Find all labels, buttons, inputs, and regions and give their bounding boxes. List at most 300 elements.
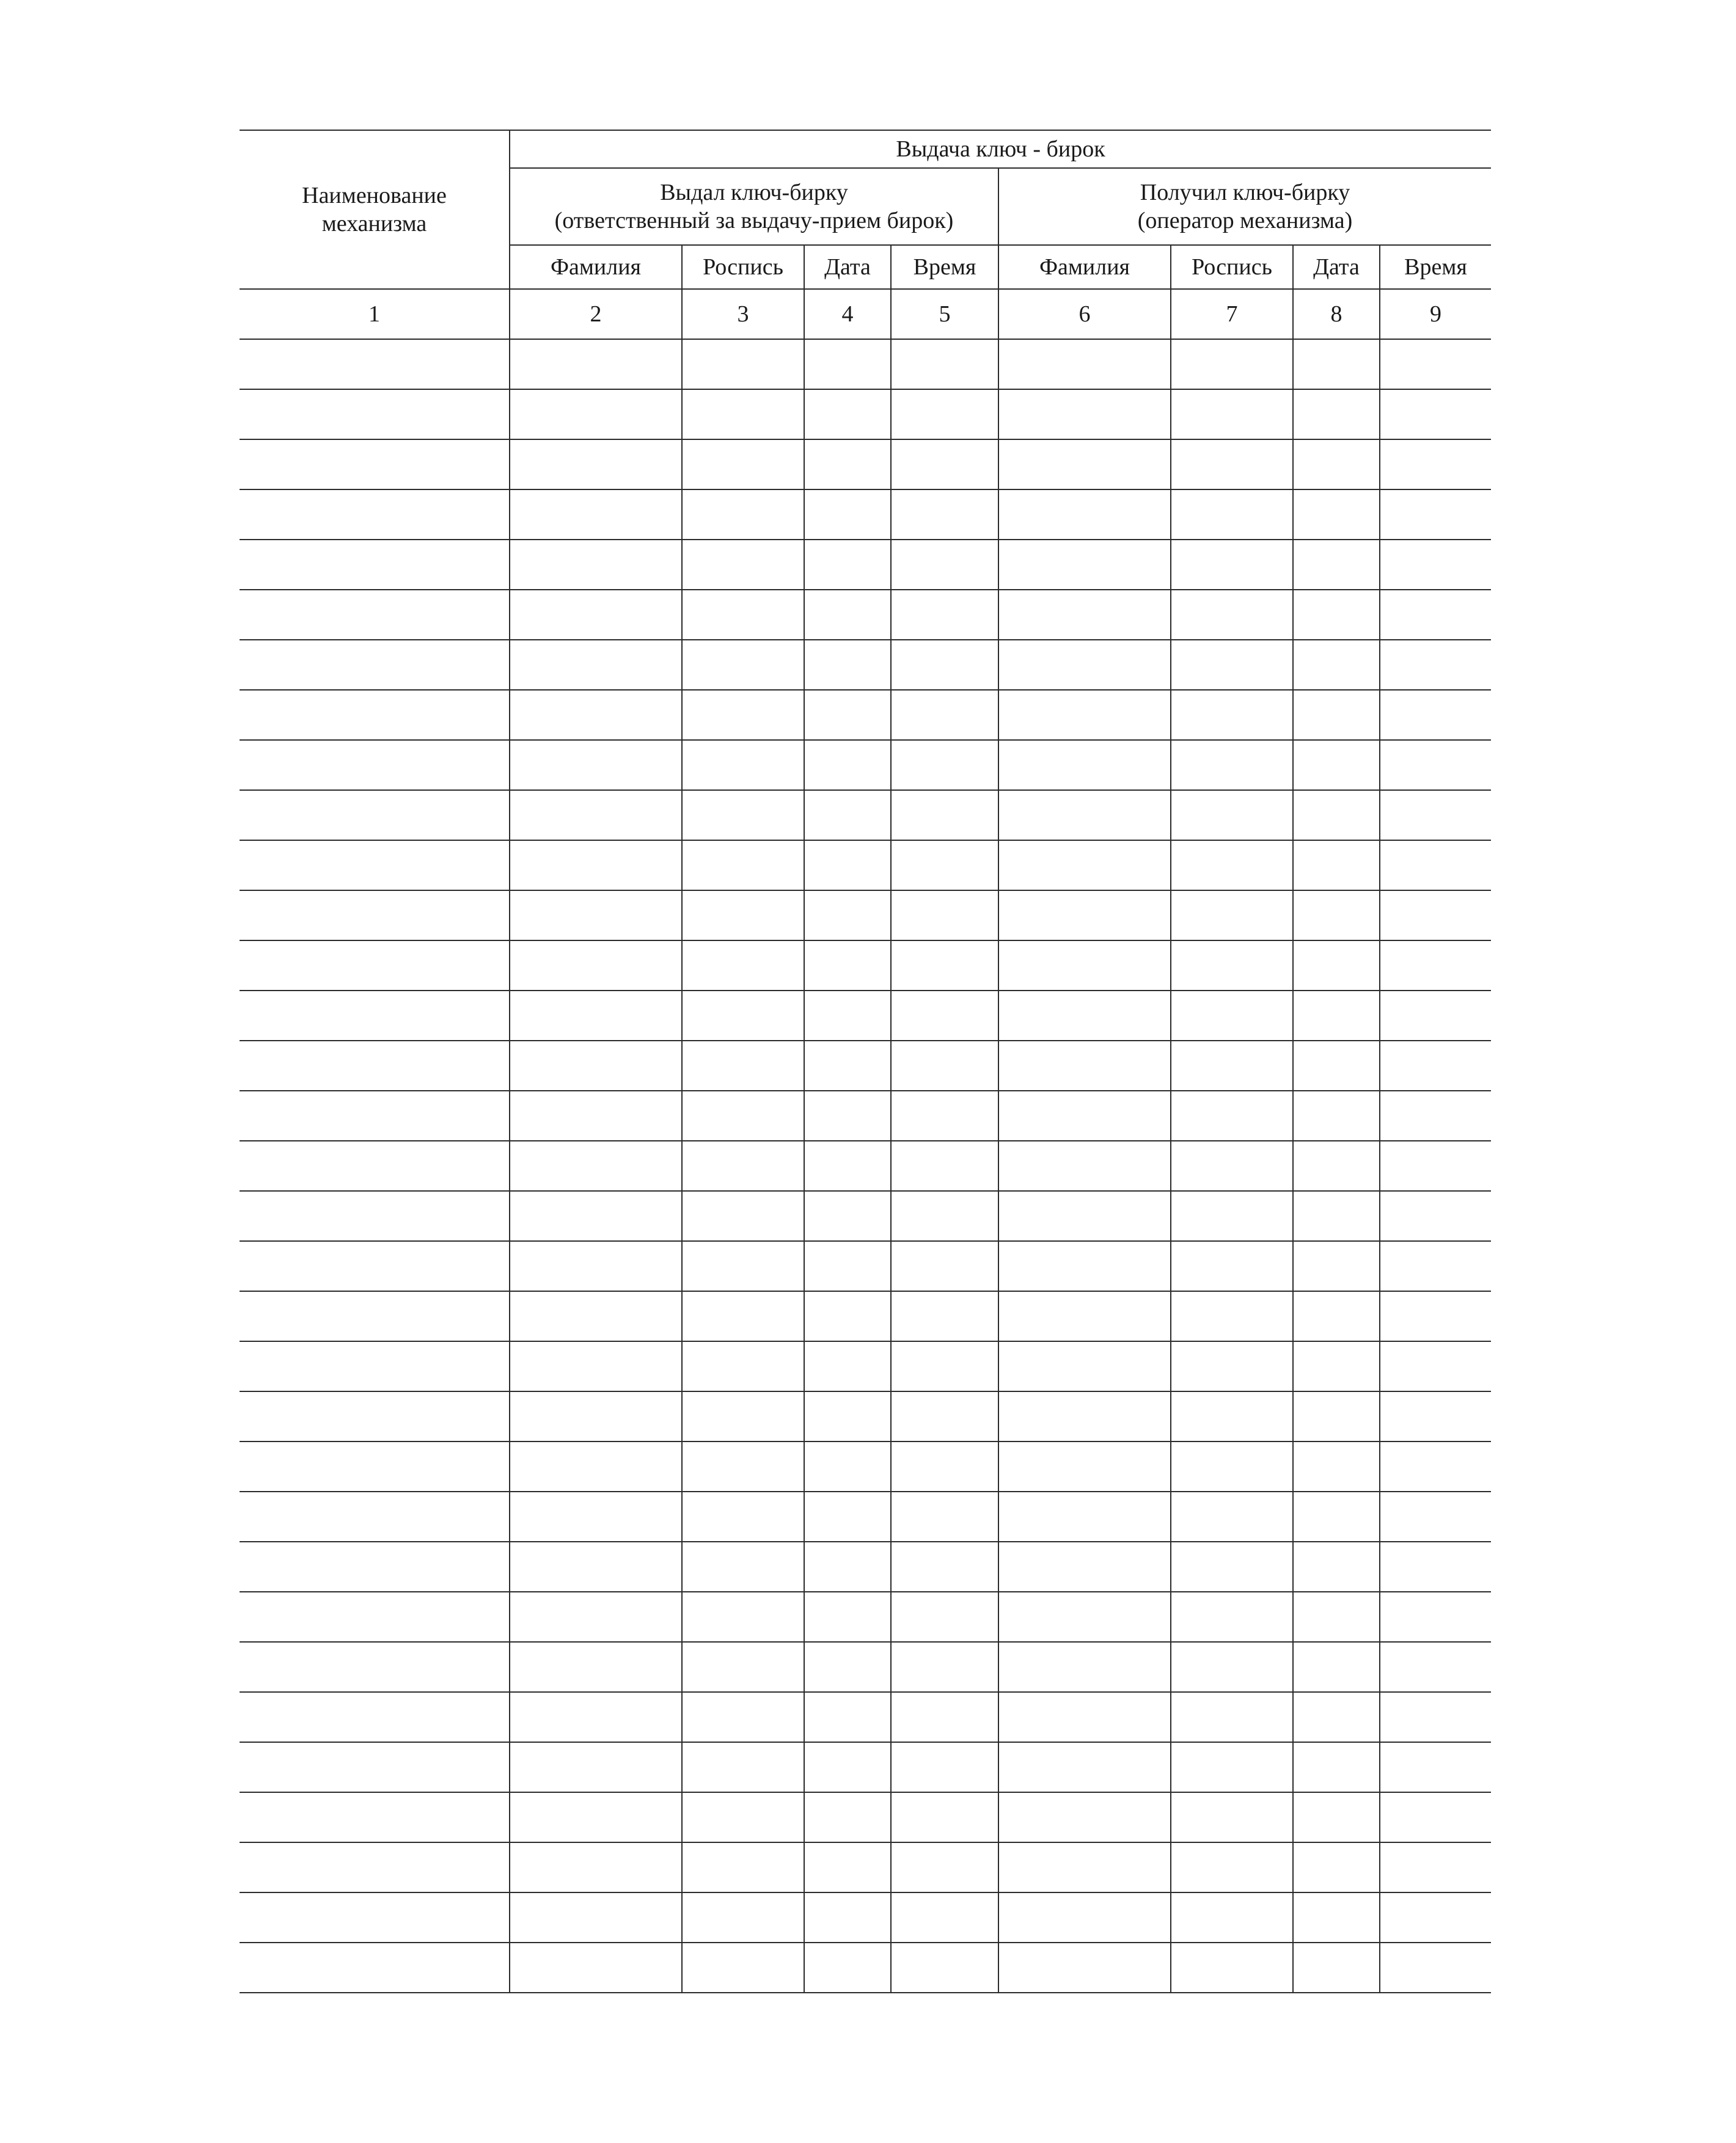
table-cell[interactable]: [1293, 1141, 1380, 1191]
table-cell[interactable]: [804, 1091, 891, 1141]
table-cell[interactable]: [891, 1842, 998, 1892]
table-cell[interactable]: [804, 439, 891, 489]
table-cell[interactable]: [682, 1692, 804, 1742]
table-cell[interactable]: [998, 439, 1171, 489]
table-cell[interactable]: [891, 890, 998, 940]
table-cell[interactable]: [998, 1241, 1171, 1291]
table-cell[interactable]: [510, 1091, 682, 1141]
table-cell[interactable]: [1293, 389, 1380, 439]
table-cell[interactable]: [998, 1441, 1171, 1492]
table-cell[interactable]: [510, 1291, 682, 1341]
table-cell[interactable]: [1171, 1842, 1293, 1892]
table-cell[interactable]: [804, 790, 891, 840]
subheader-surname: Фамилия: [510, 245, 682, 289]
table-cell[interactable]: [1293, 1792, 1380, 1842]
table-cell[interactable]: [1171, 1191, 1293, 1241]
table-cell[interactable]: [1171, 1141, 1293, 1191]
table-cell[interactable]: [510, 1341, 682, 1391]
table-cell[interactable]: [682, 1542, 804, 1592]
table-cell[interactable]: [1380, 1091, 1491, 1141]
table-cell[interactable]: [240, 1892, 510, 1943]
table-cell[interactable]: [682, 1441, 804, 1492]
table-cell[interactable]: [804, 690, 891, 740]
table-cell[interactable]: [510, 740, 682, 790]
table-cell[interactable]: [1380, 1441, 1491, 1492]
table-cell[interactable]: [998, 1842, 1171, 1892]
table-cell[interactable]: [240, 1391, 510, 1441]
table-cell[interactable]: [1171, 991, 1293, 1041]
table-cell[interactable]: [1171, 1692, 1293, 1742]
table-cell[interactable]: [1293, 1241, 1380, 1291]
table-cell[interactable]: [240, 1341, 510, 1391]
table-cell[interactable]: [998, 590, 1171, 640]
table-cell[interactable]: [1171, 590, 1293, 640]
table-cell[interactable]: [998, 690, 1171, 740]
table-cell[interactable]: [804, 489, 891, 540]
table-cell[interactable]: [804, 1892, 891, 1943]
table-cell[interactable]: [682, 690, 804, 740]
table-cell[interactable]: [240, 1692, 510, 1742]
table-cell[interactable]: [1171, 1542, 1293, 1592]
table-cell[interactable]: [240, 1792, 510, 1842]
table-cell[interactable]: [682, 1943, 804, 1993]
table-cell[interactable]: [1293, 1892, 1380, 1943]
table-cell[interactable]: [1293, 489, 1380, 540]
table-cell[interactable]: [682, 1892, 804, 1943]
table-cell[interactable]: [1293, 991, 1380, 1041]
table-cell[interactable]: [891, 1792, 998, 1842]
table-cell[interactable]: [1171, 940, 1293, 991]
table-cell[interactable]: [682, 1291, 804, 1341]
table-cell[interactable]: [240, 1291, 510, 1341]
table-cell[interactable]: [682, 940, 804, 991]
table-cell[interactable]: [804, 590, 891, 640]
table-cell[interactable]: [240, 790, 510, 840]
table-cell[interactable]: [240, 640, 510, 690]
table-cell[interactable]: [891, 1592, 998, 1642]
table-cell[interactable]: [1293, 1842, 1380, 1892]
table-cell[interactable]: [804, 1041, 891, 1091]
table-cell[interactable]: [510, 890, 682, 940]
table-cell[interactable]: [804, 540, 891, 590]
table-cell[interactable]: [510, 590, 682, 640]
table-cell[interactable]: [240, 1592, 510, 1642]
table-cell[interactable]: [891, 1291, 998, 1341]
table-cell[interactable]: [891, 991, 998, 1041]
table-cell[interactable]: [1293, 540, 1380, 590]
table-cell[interactable]: [998, 1391, 1171, 1441]
table-cell[interactable]: [510, 1191, 682, 1241]
table-cell[interactable]: [804, 1542, 891, 1592]
table-cell[interactable]: [804, 389, 891, 439]
table-cell[interactable]: [510, 1842, 682, 1892]
table-cell[interactable]: [1380, 339, 1491, 389]
table-cell[interactable]: [891, 1742, 998, 1792]
table-cell[interactable]: [510, 389, 682, 439]
table-cell[interactable]: [891, 1091, 998, 1141]
table-cell[interactable]: [240, 1041, 510, 1091]
table-cell[interactable]: [998, 1492, 1171, 1542]
table-cell[interactable]: [682, 1191, 804, 1241]
table-cell[interactable]: [998, 1091, 1171, 1141]
table-cell[interactable]: [998, 1341, 1171, 1391]
table-cell[interactable]: [1380, 1692, 1491, 1742]
table-cell[interactable]: [240, 840, 510, 890]
table-cell[interactable]: [510, 1943, 682, 1993]
table-cell[interactable]: [240, 991, 510, 1041]
table-cell[interactable]: [1380, 1191, 1491, 1241]
table-cell[interactable]: [682, 1742, 804, 1792]
table-cell[interactable]: [1293, 1391, 1380, 1441]
table-cell[interactable]: [240, 940, 510, 991]
table-cell[interactable]: [1171, 1642, 1293, 1692]
table-cell[interactable]: [1380, 1642, 1491, 1692]
table-cell[interactable]: [804, 1492, 891, 1542]
table-cell[interactable]: [510, 1391, 682, 1441]
table-cell[interactable]: [510, 690, 682, 740]
table-cell[interactable]: [998, 1592, 1171, 1642]
table-cell[interactable]: [510, 1542, 682, 1592]
table-cell[interactable]: [1380, 840, 1491, 890]
table-cell[interactable]: [998, 540, 1171, 590]
table-cell[interactable]: [1293, 1692, 1380, 1742]
table-cell[interactable]: [682, 489, 804, 540]
table-cell[interactable]: [1380, 1842, 1491, 1892]
table-cell[interactable]: [682, 1842, 804, 1892]
table-cell[interactable]: [240, 740, 510, 790]
table-cell[interactable]: [1293, 740, 1380, 790]
table-cell[interactable]: [1293, 1492, 1380, 1542]
table-cell[interactable]: [682, 590, 804, 640]
table-cell[interactable]: [891, 1892, 998, 1943]
table-cell[interactable]: [682, 1141, 804, 1191]
table-cell[interactable]: [1293, 439, 1380, 489]
table-cell[interactable]: [1293, 590, 1380, 640]
table-cell[interactable]: [1380, 940, 1491, 991]
table-cell[interactable]: [510, 840, 682, 890]
table-cell[interactable]: [804, 940, 891, 991]
table-cell[interactable]: [1380, 1792, 1491, 1842]
table-cell[interactable]: [510, 1492, 682, 1542]
table-cell[interactable]: [1380, 991, 1491, 1041]
table-cell[interactable]: [998, 389, 1171, 439]
table-cell[interactable]: [1171, 1041, 1293, 1091]
table-cell[interactable]: [804, 1692, 891, 1742]
table-cell[interactable]: [804, 840, 891, 890]
table-cell[interactable]: [998, 1542, 1171, 1592]
table-cell[interactable]: [682, 1341, 804, 1391]
table-cell[interactable]: [891, 1642, 998, 1692]
table-cell[interactable]: [804, 740, 891, 790]
table-cell[interactable]: [891, 790, 998, 840]
table-cell[interactable]: [240, 1943, 510, 1993]
table-cell[interactable]: [1293, 1592, 1380, 1642]
table-cell[interactable]: [1380, 1341, 1491, 1391]
table-cell[interactable]: [998, 339, 1171, 389]
table-cell[interactable]: [998, 790, 1171, 840]
table-cell[interactable]: [682, 1592, 804, 1642]
table-cell[interactable]: [1171, 1291, 1293, 1341]
table-cell[interactable]: [1380, 1291, 1491, 1341]
table-cell[interactable]: [510, 940, 682, 991]
table-cell[interactable]: [1380, 1391, 1491, 1441]
table-cell[interactable]: [682, 840, 804, 890]
table-cell[interactable]: [1171, 640, 1293, 690]
table-cell[interactable]: [804, 1642, 891, 1692]
table-cell[interactable]: [240, 1241, 510, 1291]
table-cell[interactable]: [998, 1191, 1171, 1241]
table-cell[interactable]: [891, 1341, 998, 1391]
table-cell[interactable]: [1380, 1041, 1491, 1091]
table-cell[interactable]: [1293, 1542, 1380, 1592]
table-cell[interactable]: [510, 1792, 682, 1842]
table-cell[interactable]: [510, 1592, 682, 1642]
table-cell[interactable]: [998, 1692, 1171, 1742]
table-cell[interactable]: [510, 790, 682, 840]
table-cell[interactable]: [1380, 690, 1491, 740]
table-cell[interactable]: [510, 1141, 682, 1191]
table-cell[interactable]: [1380, 790, 1491, 840]
table-cell[interactable]: [510, 1692, 682, 1742]
table-cell[interactable]: [240, 1742, 510, 1792]
table-cell[interactable]: [510, 339, 682, 389]
table-cell[interactable]: [1293, 940, 1380, 991]
table-cell[interactable]: [1171, 690, 1293, 740]
table-cell[interactable]: [240, 439, 510, 489]
table-cell[interactable]: [804, 1341, 891, 1391]
table-cell[interactable]: [1171, 1492, 1293, 1542]
table-cell[interactable]: [891, 1943, 998, 1993]
table-cell[interactable]: [240, 1642, 510, 1692]
table-cell[interactable]: [1171, 1091, 1293, 1141]
table-cell[interactable]: [682, 1241, 804, 1291]
table-cell[interactable]: [510, 489, 682, 540]
table-cell[interactable]: [891, 840, 998, 890]
table-cell[interactable]: [240, 1441, 510, 1492]
table-cell[interactable]: [998, 1141, 1171, 1191]
table-cell[interactable]: [1293, 1191, 1380, 1241]
table-cell[interactable]: [891, 1241, 998, 1291]
table-cell[interactable]: [804, 1241, 891, 1291]
table-cell[interactable]: [891, 1441, 998, 1492]
table-cell[interactable]: [682, 1792, 804, 1842]
table-cell[interactable]: [891, 389, 998, 439]
table-cell[interactable]: [998, 840, 1171, 890]
table-cell[interactable]: [240, 1191, 510, 1241]
table-cell[interactable]: [1171, 389, 1293, 439]
table-cell[interactable]: [998, 1642, 1171, 1692]
table-cell[interactable]: [682, 540, 804, 590]
table-cell[interactable]: [1171, 1792, 1293, 1842]
table-cell[interactable]: [891, 590, 998, 640]
table-cell[interactable]: [891, 439, 998, 489]
table-cell[interactable]: [1171, 840, 1293, 890]
table-cell[interactable]: [891, 740, 998, 790]
table-cell[interactable]: [682, 1091, 804, 1141]
table-cell[interactable]: [1293, 1091, 1380, 1141]
table-cell[interactable]: [510, 439, 682, 489]
table-cell[interactable]: [998, 1742, 1171, 1792]
table-cell[interactable]: [1380, 590, 1491, 640]
subheader-surname: Фамилия: [998, 245, 1171, 289]
table-cell[interactable]: [1171, 1391, 1293, 1441]
table-cell[interactable]: [510, 1742, 682, 1792]
table-cell[interactable]: [891, 1191, 998, 1241]
table-cell[interactable]: [240, 590, 510, 640]
table-cell[interactable]: [1380, 1892, 1491, 1943]
table-cell[interactable]: [240, 690, 510, 740]
table-cell[interactable]: [1171, 740, 1293, 790]
table-cell[interactable]: [998, 1041, 1171, 1091]
table-cell[interactable]: [891, 1141, 998, 1191]
table-cell[interactable]: [891, 489, 998, 540]
table-cell[interactable]: [804, 1592, 891, 1642]
table-cell[interactable]: [1171, 1241, 1293, 1291]
table-cell[interactable]: [682, 1642, 804, 1692]
table-cell[interactable]: [1171, 1943, 1293, 1993]
table-cell[interactable]: [804, 1742, 891, 1792]
table-cell[interactable]: [804, 1943, 891, 1993]
table-cell[interactable]: [240, 1091, 510, 1141]
table-cell[interactable]: [1380, 1542, 1491, 1592]
table-cell[interactable]: [1293, 1943, 1380, 1993]
table-cell[interactable]: [682, 1041, 804, 1091]
table-cell[interactable]: [240, 890, 510, 940]
table-cell[interactable]: [510, 991, 682, 1041]
table-cell[interactable]: [891, 1041, 998, 1091]
table-cell[interactable]: [804, 991, 891, 1041]
table-cell[interactable]: [891, 339, 998, 389]
table-cell[interactable]: [682, 740, 804, 790]
table-cell[interactable]: [1293, 1041, 1380, 1091]
table-cell[interactable]: [1293, 1742, 1380, 1792]
table-cell[interactable]: [804, 1191, 891, 1241]
table-cell[interactable]: [240, 389, 510, 439]
table-cell[interactable]: [891, 1492, 998, 1542]
table-cell[interactable]: [891, 540, 998, 590]
table-cell[interactable]: [240, 1842, 510, 1892]
table-cell[interactable]: [804, 1792, 891, 1842]
table-cell[interactable]: [1171, 790, 1293, 840]
table-cell[interactable]: [1380, 1943, 1491, 1993]
table-cell[interactable]: [804, 339, 891, 389]
table-cell[interactable]: [804, 1842, 891, 1892]
table-cell[interactable]: [891, 1391, 998, 1441]
table-cell[interactable]: [240, 489, 510, 540]
table-cell[interactable]: [1171, 489, 1293, 540]
table-cell[interactable]: [1171, 540, 1293, 590]
table-cell[interactable]: [1171, 1742, 1293, 1792]
table-cell[interactable]: [510, 1241, 682, 1291]
table-cell[interactable]: [682, 339, 804, 389]
table-cell[interactable]: [998, 489, 1171, 540]
table-cell[interactable]: [510, 540, 682, 590]
table-cell[interactable]: [1380, 489, 1491, 540]
table-cell[interactable]: [804, 1441, 891, 1492]
table-cell[interactable]: [682, 1391, 804, 1441]
table-cell[interactable]: [1171, 890, 1293, 940]
table-cell[interactable]: [1293, 339, 1380, 389]
table-cell[interactable]: [998, 1892, 1171, 1943]
table-cell[interactable]: [682, 389, 804, 439]
table-cell[interactable]: [1293, 640, 1380, 690]
table-cell[interactable]: [240, 540, 510, 590]
table-cell[interactable]: [1380, 1141, 1491, 1191]
table-cell[interactable]: [1293, 840, 1380, 890]
table-cell[interactable]: [998, 890, 1171, 940]
table-cell[interactable]: [1171, 439, 1293, 489]
table-cell[interactable]: [1171, 339, 1293, 389]
table-cell[interactable]: [240, 339, 510, 389]
table-cell[interactable]: [1293, 1291, 1380, 1341]
table-cell[interactable]: [1293, 790, 1380, 840]
table-cell[interactable]: [510, 1041, 682, 1091]
table-cell[interactable]: [804, 640, 891, 690]
table-cell[interactable]: [510, 1441, 682, 1492]
table-cell[interactable]: [510, 1642, 682, 1692]
table-cell[interactable]: [510, 640, 682, 690]
table-cell[interactable]: [1380, 640, 1491, 690]
table-cell[interactable]: [682, 790, 804, 840]
table-cell[interactable]: [240, 1141, 510, 1191]
table-cell[interactable]: [1380, 1742, 1491, 1792]
table-cell[interactable]: [1380, 1592, 1491, 1642]
table-cell[interactable]: [1171, 1892, 1293, 1943]
table-cell[interactable]: [1171, 1341, 1293, 1391]
table-cell[interactable]: [1380, 890, 1491, 940]
table-cell[interactable]: [682, 640, 804, 690]
table-cell[interactable]: [1293, 1441, 1380, 1492]
table-cell[interactable]: [1293, 890, 1380, 940]
table-cell[interactable]: [1171, 1441, 1293, 1492]
table-cell[interactable]: [891, 690, 998, 740]
table-cell[interactable]: [804, 1291, 891, 1341]
table-cell[interactable]: [998, 640, 1171, 690]
table-cell[interactable]: [1380, 389, 1491, 439]
table-cell[interactable]: [1380, 740, 1491, 790]
table-cell[interactable]: [240, 1542, 510, 1592]
table-cell[interactable]: [804, 1141, 891, 1191]
table-cell[interactable]: [510, 1892, 682, 1943]
table-cell[interactable]: [240, 1492, 510, 1542]
table-cell[interactable]: [682, 890, 804, 940]
table-cell[interactable]: [804, 1391, 891, 1441]
table-cell[interactable]: [1171, 1592, 1293, 1642]
table-cell[interactable]: [998, 740, 1171, 790]
table-cell[interactable]: [682, 1492, 804, 1542]
table-cell[interactable]: [998, 1792, 1171, 1842]
table-cell[interactable]: [998, 940, 1171, 991]
table-cell[interactable]: [1380, 439, 1491, 489]
table-row: [240, 1692, 1491, 1742]
table-cell[interactable]: [998, 1943, 1171, 1993]
table-cell[interactable]: [998, 1291, 1171, 1341]
table-cell[interactable]: [1380, 1492, 1491, 1542]
table-cell[interactable]: [682, 439, 804, 489]
table-cell[interactable]: [1293, 1642, 1380, 1692]
table-cell[interactable]: [1293, 690, 1380, 740]
table-cell[interactable]: [804, 890, 891, 940]
table-cell[interactable]: [891, 640, 998, 690]
table-cell[interactable]: [1380, 1241, 1491, 1291]
table-cell[interactable]: [998, 991, 1171, 1041]
table-cell[interactable]: [891, 1692, 998, 1742]
table-cell[interactable]: [891, 1542, 998, 1592]
table-cell[interactable]: [682, 991, 804, 1041]
table-cell[interactable]: [1293, 1341, 1380, 1391]
table-cell[interactable]: [1380, 540, 1491, 590]
table-cell[interactable]: [891, 940, 998, 991]
